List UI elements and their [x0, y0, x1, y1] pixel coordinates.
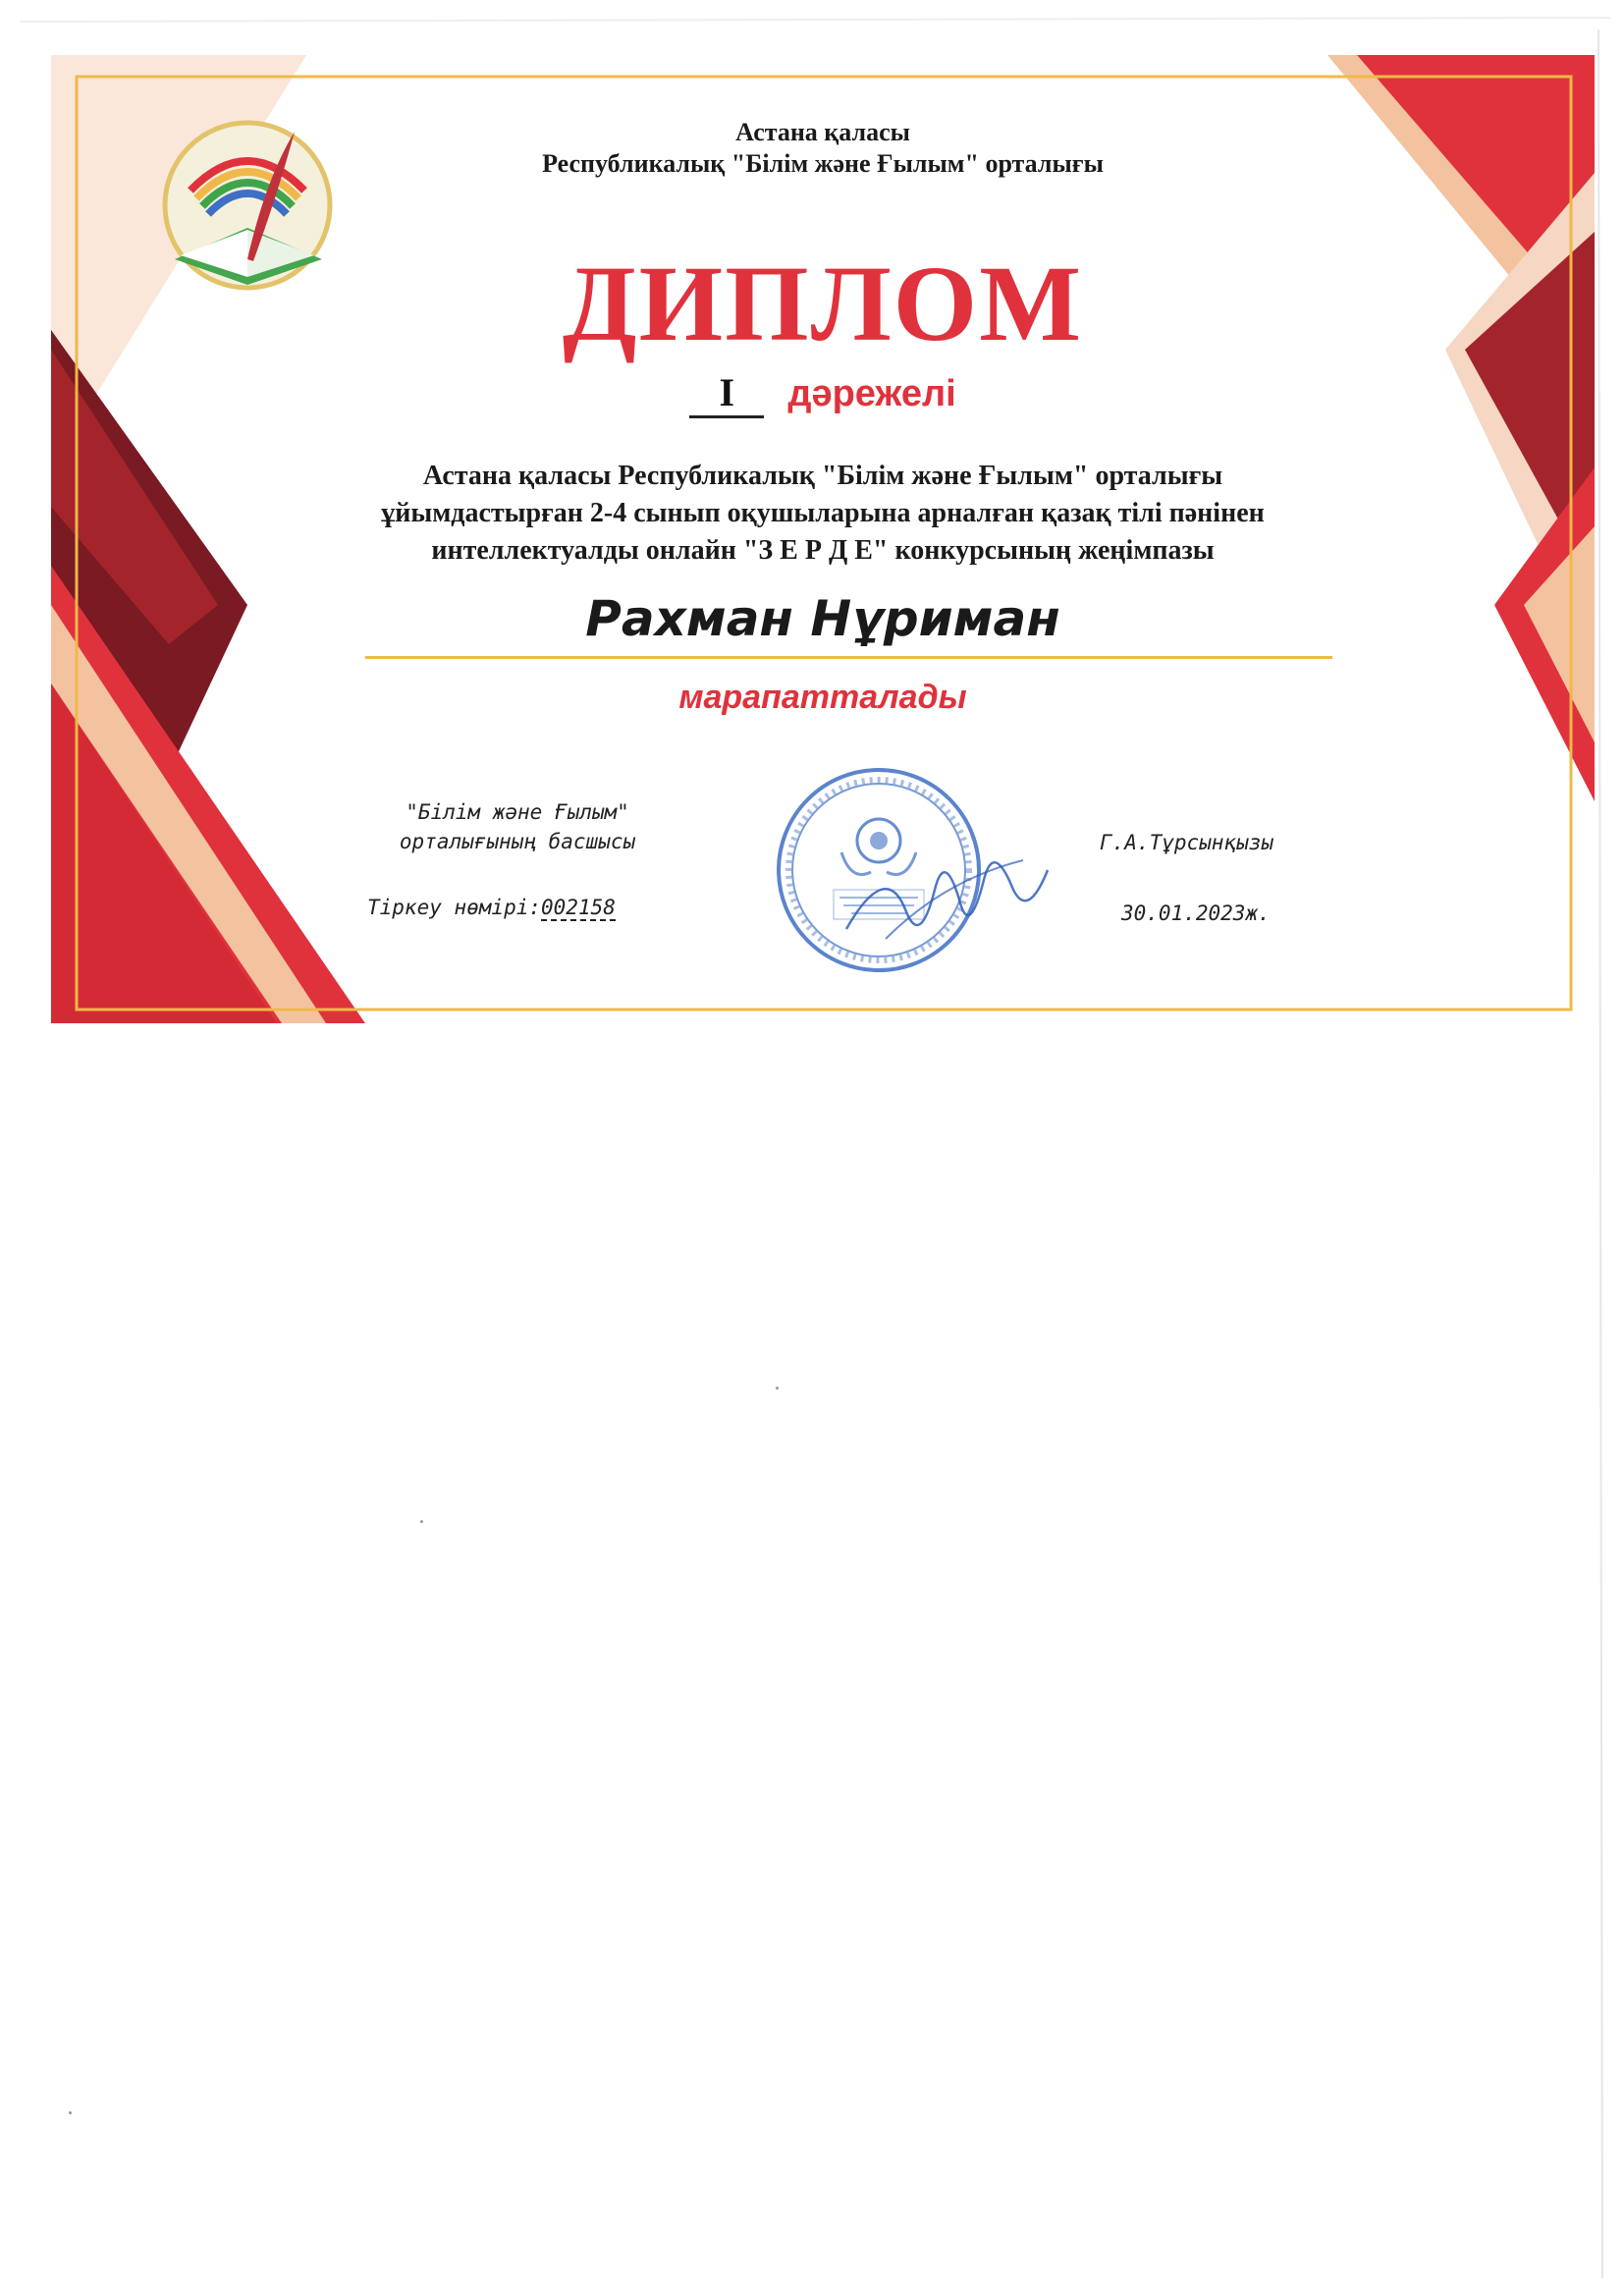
diploma-certificate: [51, 55, 1595, 1023]
awarded-text: марапатталады: [678, 679, 967, 716]
diploma-title: ДИПЛОМ: [562, 244, 1084, 363]
signature: [827, 821, 1053, 968]
degree-label: дәрежелі: [787, 373, 956, 414]
description-line: ұйымдастырған 2-4 сынып оқушыларына арналған қазақ тілі пәнінен: [381, 498, 1265, 528]
registration-number: [367, 896, 616, 919]
org-name: Республикалық "Білім және Ғылым" орталығы: [542, 149, 1104, 178]
award-description: [51, 458, 1595, 570]
scan-speck: [420, 1520, 423, 1523]
head-title-line: "Білім және Ғылым": [406, 800, 629, 824]
head-title-line: орталығының басшысы: [399, 830, 636, 853]
description-line: интеллектуалды онлайн "З Е Р Д Е" конкурсының жеңімпазы: [431, 535, 1215, 566]
reg-number: 002158: [541, 896, 616, 919]
reg-label: Тіркеу нөмірі:: [367, 896, 542, 919]
org-city: Астана қаласы: [735, 118, 910, 146]
winner-name: Рахман Нұриман: [585, 590, 1060, 647]
head-title: [355, 797, 679, 856]
degree-row: [51, 369, 1595, 418]
signer-name: Г.А.Тұрсынқызы: [1100, 831, 1274, 854]
issue-date: 30.01.2023ж.: [1121, 902, 1271, 925]
degree-number: I: [689, 369, 764, 418]
scan-speck: [776, 1387, 779, 1390]
description-line: Астана қаласы Республикалық "Білім және Ғылым" орталығы: [422, 461, 1223, 491]
scan-speck: [69, 2111, 72, 2114]
name-underline: [365, 656, 1332, 659]
